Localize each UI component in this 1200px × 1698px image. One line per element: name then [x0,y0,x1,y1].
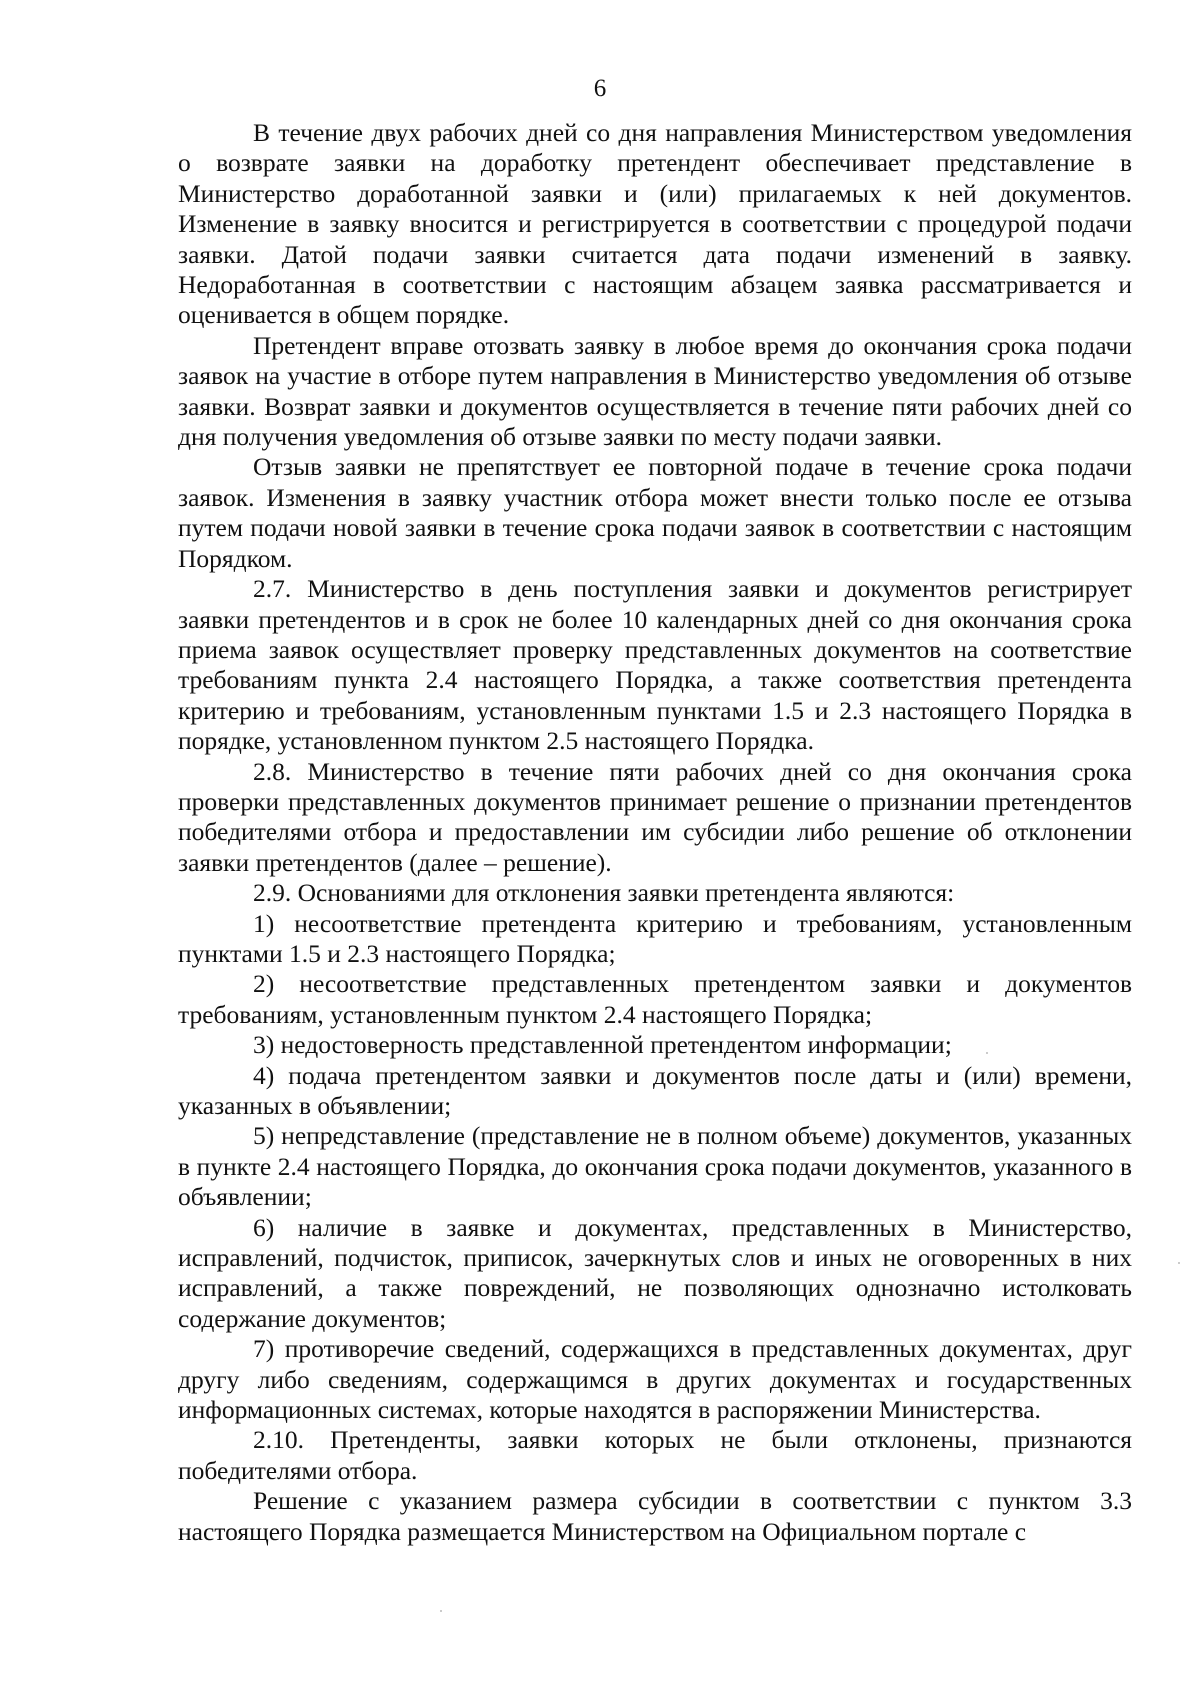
document-body [178,118,1132,1547]
scan-artifact [440,1610,442,1612]
paragraph-resubmission: В течение двух рабочих дней со дня направления Министерством уведомления о возврате заявки на доработку претендент обеспечивает представление в Министерство доработанной заявки и (или) прилагаемых к ней документов. Изменение в заявку вносится и регистрируется в соответствии с процедурой подачи заявки. Датой подачи заявки считается дата подачи изменений в заявку. Недоработанная в соответствии с настоящим абзацем заявка рассматривается и оценивается в общем порядке. [178,118,1132,330]
paragraph-2-7: 2.7. Министерство в день поступления заявки и документов регистрирует заявки претендентов и в срок не более 10 календарных дней со дня окончания срока приема заявок осуществляет проверку представленных документов на соответствие требованиям пункта 2.4 настоящего Порядка, а также соответствия претендента критерию и требованиям, установленным пунктами 1.5 и 2.3 настоящего Порядка в порядке, установленном пунктом 2.5 настоящего Порядка. [178,574,1132,756]
paragraph-withdrawal-effect: Отзыв заявки не препятствует ее повторной подаче в течение срока подачи заявок. Изменения в заявку участник отбора может внести только после ее отзыва путем подачи новой заявки в течение срока подачи заявок в соответствии с настоящим Порядком. [178,452,1132,573]
paragraph-2-9: 2.9. Основаниями для отклонения заявки претендента являются: [253,878,955,908]
page-number: 6 [593,75,607,102]
list-item-6: 6) наличие в заявке и документах, представленных в Министерство, исправлений, подчисток, приписок, зачеркнутых слов и иных не оговоренных в них исправлений, а также повреждений, не позволяющих однозначно истолковать содержание документов; [178,1212,1132,1333]
paragraph-2-10: 2.10. Претенденты, заявки которых не были отклонены, признаются победителями отбора. [178,1425,1132,1485]
list-item-7: 7) противоречие сведений, содержащихся в представленных документах, друг другу либо сведениям, содержащимся в других документах и государственных информационных системах, которые находятся в распоряжении Министерства. [178,1334,1132,1425]
list-item-4: 4) подача претендентом заявки и документов после даты и (или) времени, указанных в объявлении; [178,1060,1132,1120]
list-item-2: 2) несоответствие представленных претендентом заявки и документов требованиям, установленным пунктом 2.4 настоящего Порядка; [178,969,1132,1029]
paragraph-withdrawal: Претендент вправе отозвать заявку в любое время до окончания срока подачи заявок на участие в отборе путем направления в Министерство уведомления об отзыве заявки. Возврат заявки и документов осуществляется в течение пяти рабочих дней со дня получения уведомления об отзыве заявки по месту подачи заявки. [178,330,1132,452]
paragraph-decision: Решение с указанием размера субсидии в соответствии с пунктом 3.3 настоящего Порядка размещается Министерством на Официальном портале с [178,1486,1132,1546]
paragraph-2-8: 2.8. Министерство в течение пяти рабочих дней со дня окончания срока проверки представленных документов принимает решение о признании претендентов победителями отбора и предоставлении им субсидии либо решение об отклонении заявки претендентов (далее – решение). [178,756,1132,877]
list-item-1: 1) несоответствие претендента критерию и требованиям, установленным пунктами 1.5 и 2.3 настоящего Порядка; [178,908,1132,968]
list-item-3: 3) недостоверность представленной претендентом информации; [253,1030,952,1060]
list-item-5: 5) непредставление (представление не в полном объеме) документов, указанных в пункте 2.4 настоящего Порядка, до окончания срока подачи документов, указанного в объявлении; [178,1121,1132,1212]
scan-artifact [1178,1262,1180,1264]
scan-artifact [986,1052,988,1054]
